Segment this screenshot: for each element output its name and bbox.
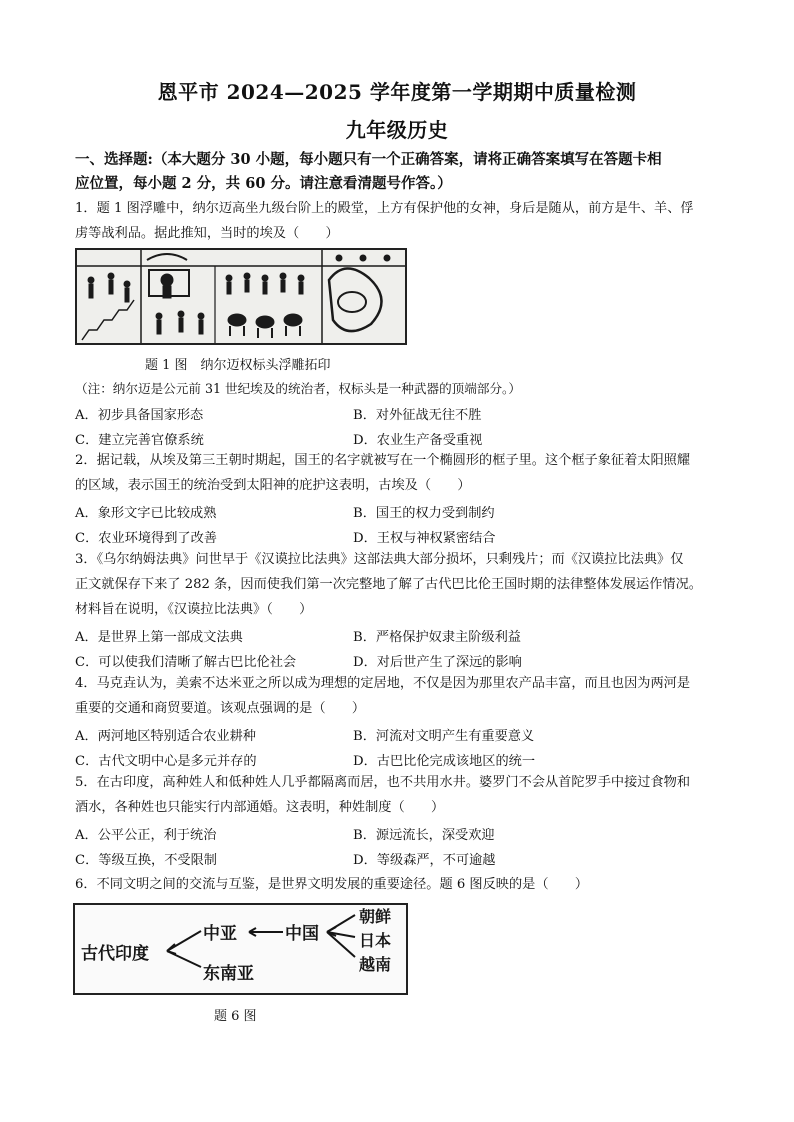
q4-option-a: A．两河地区特别适合农业耕种 (75, 729, 256, 744)
q1-option-a: A．初步具备国家形态 (75, 408, 204, 423)
exam-title: 恩平市 2024—2025 学年度第一学期期中质量检测 (157, 80, 637, 104)
label-central-asia: 中亚 (203, 924, 237, 944)
question-line: 酒水，各种姓也只能实行内部通婚。这表明，种姓制度（ ） (75, 800, 445, 815)
question-line: 材料旨在说明，《汉谟拉比法典》（ ） (75, 602, 313, 617)
q1-option-c: C．建立完善官僚系统 (75, 433, 204, 448)
label-korea: 朝鲜 (358, 907, 391, 926)
section-heading-line: 应位置，每小题 2 分，共 60 分。请注意看清题号作答。） (75, 175, 452, 192)
q3-option-d: D．对后世产生了深远的影响 (353, 655, 522, 670)
arrow-to-central-asia (167, 931, 201, 951)
question-line: 重要的交通和商贸要道。该观点强调的是（ ） (75, 701, 366, 716)
question-line: 1．题 1 图浮雕中，纳尔迈高坐九级台阶上的殿堂，上方有保护他的女神，身后是随从，前方是牛、羊、俘 (75, 201, 694, 216)
exam-subtitle: 九年级历史 (345, 118, 449, 142)
q3-option-c: C．可以使我们清晰了解古巴比伦社会 (75, 655, 297, 670)
question-line: 虏等战利品。据此推知，当时的埃及（ ） (75, 226, 339, 241)
question-line: 4．马克垚认为，美索不达米亚之所以成为理想的定居地，不仅是因为那里农产品丰富，而且也因为两河是 (75, 676, 691, 691)
q5-option-b: B．源远流长，深受欢迎 (353, 828, 495, 843)
q4-option-d: D．古巴比伦完成该地区的统一 (353, 754, 536, 769)
q5-option-c: C．等级互换，不受限制 (75, 853, 217, 868)
question-2-stem (75, 448, 725, 498)
q4-option-b: B．河流对文明产生有重要意义 (353, 729, 535, 744)
q5-option-d: D．等级森严，不可逾越 (353, 853, 496, 868)
question-line: 2．据记载，从埃及第三王朝时期起，国王的名字就被写在一个椭圆形的框子里。这个框子象征着太阳照耀 (75, 453, 691, 468)
label-ancient-india: 古代印度 (81, 944, 149, 964)
question-5-stem (75, 770, 725, 820)
label-japan: 日本 (358, 931, 391, 950)
question-3-stem (75, 547, 725, 622)
section-heading-line: 一、选择题:（本大题分 30 小题，每小题只有一个正确答案，请将正确答案填写在答题卡相 (75, 151, 662, 168)
question-1-stem (75, 196, 725, 246)
q4-option-c: C．古代文明中心是多元并存的 (75, 754, 257, 769)
label-china: 中国 (285, 924, 319, 944)
relief-rubbing-image (77, 250, 405, 343)
narmer-relief-figure (75, 248, 407, 345)
q2-option-b: B．国王的权力受到制约 (353, 506, 495, 521)
q2-option-a: A．象形文字已比较成熟 (75, 506, 217, 521)
question-line: 正文就保存下来了 282 条，因而使我们第一次完整地了解了古代巴比伦王国时期的法律整体发展运作情况。 (75, 577, 702, 592)
figure-1-note: （注：纳尔迈是公元前 31 世纪埃及的统治者，权标头是一种武器的顶端部分。） (75, 381, 521, 396)
question-line: 5．在古印度，高种姓人和低种姓人几乎都隔离而居，也不共用水井。婆罗门不会从首陀罗手中接过食物和 (75, 775, 691, 790)
q1-option-d: D．农业生产备受重视 (353, 433, 483, 448)
section-heading (75, 148, 725, 196)
question-line: 的区域，表示国王的统治受到太阳神的庇护这表明，古埃及（ ） (75, 478, 471, 493)
q2-option-c: C．农业环境得到了改善 (75, 531, 217, 546)
q3-option-a: A．是世界上第一部成文法典 (75, 630, 243, 645)
civilization-exchange-diagram (73, 903, 408, 995)
question-6-stem: 6．不同文明之间的交流与互鉴，是世界文明发展的重要途径。题 6 图反映的是（ ） (75, 877, 589, 892)
figure-1-caption: 题 1 图 纳尔迈权标头浮雕拓印 (145, 358, 331, 373)
question-line: 3．《乌尔纳姆法典》问世早于《汉谟拉比法典》这部法典大部分损坏，只剩残片；而《汉谟拉比法典》仅 (75, 552, 684, 567)
label-vietnam: 越南 (358, 955, 391, 974)
figure-6-caption: 题 6 图 (214, 1009, 257, 1024)
q2-option-d: D．王权与神权紧密结合 (353, 531, 496, 546)
q5-option-a: A．公平公正，利于统治 (75, 828, 217, 843)
q1-option-b: B．对外征战无往不胜 (353, 408, 482, 423)
q3-option-b: B．严格保护奴隶主阶级利益 (353, 630, 521, 645)
question-4-stem (75, 671, 725, 721)
label-southeast-asia: 东南亚 (203, 964, 254, 984)
